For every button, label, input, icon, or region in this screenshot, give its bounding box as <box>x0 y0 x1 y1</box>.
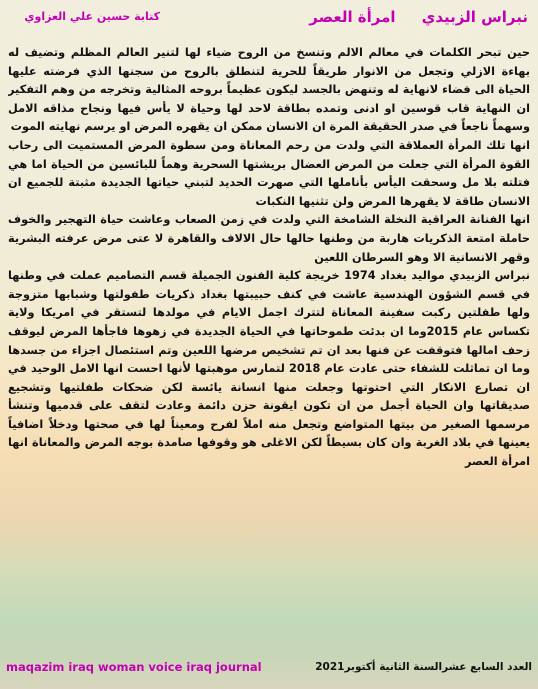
issue-info: العدد السابع عشرالسنة الثانية أكتوبر2021 <box>315 661 532 673</box>
title-heading: امرأة العصر <box>309 8 396 26</box>
article-paragraph: انها الفنانة العراقية النخلة الشامخة التي ولدت في زمن الصعاب وعاشت حياة التهجير والخوف حاملة امتعة الذكريات هاربة من وطنها حالها حال الالاف والقاهرة لا عتى مرض عرفته البشرية وقهر الانسانية الا وهو السرطان اللعين <box>8 213 530 264</box>
article-title <box>270 8 528 26</box>
article-paragraph: انها تلك المرأة العملاقة التي ولدت من رحم المعاناة ومن سطوة المرض المستميت الى رحاب القوة المرأة التي جعلت من المرض العضال بريشتها السحرية وهماً للبائسين من الحياة اما هي فتلته بلا مل وسحقت اليأس بأناملها التي صهرت الحديد لتبني حياتها الجديدة مثبتة للجميع ان الانسان طاقة لا يقهرها المرض ولن تثنيها النكبات <box>8 138 530 208</box>
article-body <box>8 44 530 642</box>
article-paragraph: حين تبحر الكلمات في معالم الالم وتنسخ من الروح ضياء لها لتنير العالم المظلم وتضيف له بهاءة الازلي وتجعل من الانوار طريقاً للحرية لتنطلق بالروح من سجنها الذي فرضته عليها الحياة الى فضاء لانهاية له وتنهض بالجسد ليكون عظيماً بروحه المثالية وتخرجه من وهم التفكير ان النهاية قاب قوسين او ادنى وتمده بطاقة لاحد لها وحياة لا يأس فيها ونجاح مذاقه الامل وسهماً ناجعاً في صدر الحقيقة المرة ان الانسان ممكن ان يقهره المرض او يرسم نهايته الموت <box>8 46 530 134</box>
title-subject-name: نبراس الزبيدي <box>421 8 528 26</box>
page-footer <box>0 652 538 682</box>
author-byline: كتابة حسين علي العزاوي <box>24 10 160 23</box>
journal-name: maqazim iraq woman voice iraq journal <box>6 660 262 674</box>
article-paragraph: نبراس الزبيدي مواليد بغداد 1974 خريجة كلية الفنون الجميلة قسم التصاميم عملت في وطنها في قسم الشؤون الهندسية عاشت في كنف حبيبتها بغداد ذكريات طفولتها وشبابها متزوجة ولها طفلتين ركبت سفينة المعاناة لتترك اجمل الايام في مولدها لتستقر في امريكا ولاية تكساس عام 2015وما ان بدئت طموحاتها في الحياة الجديدة في زهوها فاجأها المرض ليوقف زحف امالها فتوقفت عن فنها بعد ان تم تشخيص مرضها اللعين وتم استئصال اجزاء من جسدها وما ان تماثلت للشفاء حتى عادت عام 2018 لتمارس موهبتها لأنها احست انها الامل الوحيد في ان تصارع الانكار التي احتوتها وجعلت منها انسانة يائسة لكن ضحكات طفلتيها وتشجيع صديقاتها وان الحياة أجمل من ان تكون ايقونة حزن دائمة وعادت لتقف على قدميها وتنشأ مرسمها الصغير من بيتها المتواضع وتجعل منه املاً لفرح ومعيناً لها في صحتها ودخلاً اضافياً يعينها في بلاد الغربة وان كان بسيطاً لكن الاغلى هو وقوفها صامدة بوجه المرض والمعاناة انها امرأة العصر <box>8 269 530 469</box>
